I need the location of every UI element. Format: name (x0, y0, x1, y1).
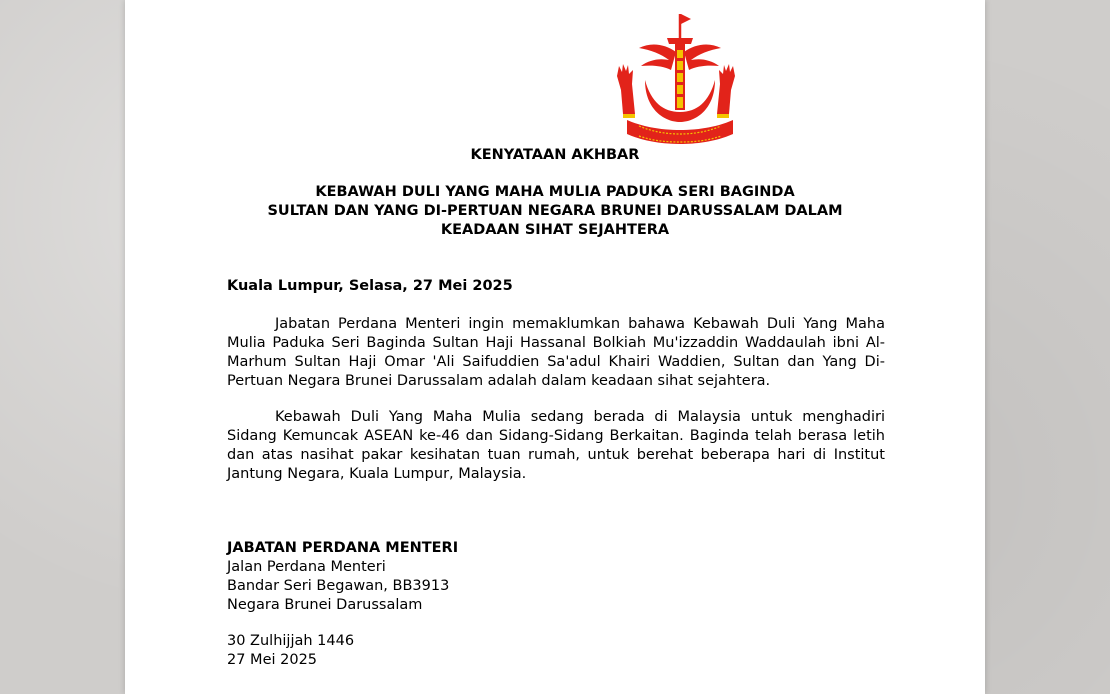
dateline: Kuala Lumpur, Selasa, 27 Mei 2025 (227, 278, 513, 294)
gregorian-date: 27 Mei 2025 (227, 652, 318, 668)
headline-line: SULTAN DAN YANG DI-PERTUAN NEGARA BRUNEI DARUSSALAM DALAM (267, 203, 843, 219)
address-line: Jalan Perdana Menteri (227, 559, 386, 575)
date-block (227, 632, 354, 670)
signature-block (227, 539, 458, 615)
brunei-crest-icon (605, 10, 747, 145)
headline-line: KEADAAN SIHAT SEJAHTERA (440, 222, 670, 238)
signature-org: JABATAN PERDANA MENTERI (227, 540, 459, 556)
address-line: Negara Brunei Darussalam (227, 597, 423, 613)
address-line: Bandar Seri Begawan, BB3913 (227, 578, 450, 594)
press-title: KENYATAAN AKHBAR (470, 147, 640, 163)
headline-line: KEBAWAH DULI YANG MAHA MULIA PADUKA SERI BAGINDA (315, 184, 795, 200)
headline (125, 183, 985, 240)
body-paragraph: Kebawah Duli Yang Maha Mulia sedang berada di Malaysia untuk menghadiri Sidang Kemuncak ASEAN ke-46 dan Sidang-Sidang Berkaitan. Baginda telah berasa letih dan atas nasihat pakar kesihatan tuan rumah, untuk berehat beberapa hari di Institut Jantung Negara, Kuala Lumpur, Malaysia. (227, 409, 885, 482)
press-release-page (125, 0, 985, 694)
hijri-date: 30 Zulhijjah 1446 (227, 633, 355, 649)
body-paragraph: Jabatan Perdana Menteri ingin memaklumkan bahawa Kebawah Duli Yang Maha Mulia Paduka Seri Baginda Sultan Haji Hassanal Bolkiah Mu'izzaddin Waddaulah ibni Al-Marhum Sultan Haji Omar 'Ali Saifuddien Sa'adul Khairi Waddien, Sultan dan Yang Di-Pertuan Negara Brunei Darussalam adalah dalam keadaan sihat sejahtera. (227, 316, 885, 389)
